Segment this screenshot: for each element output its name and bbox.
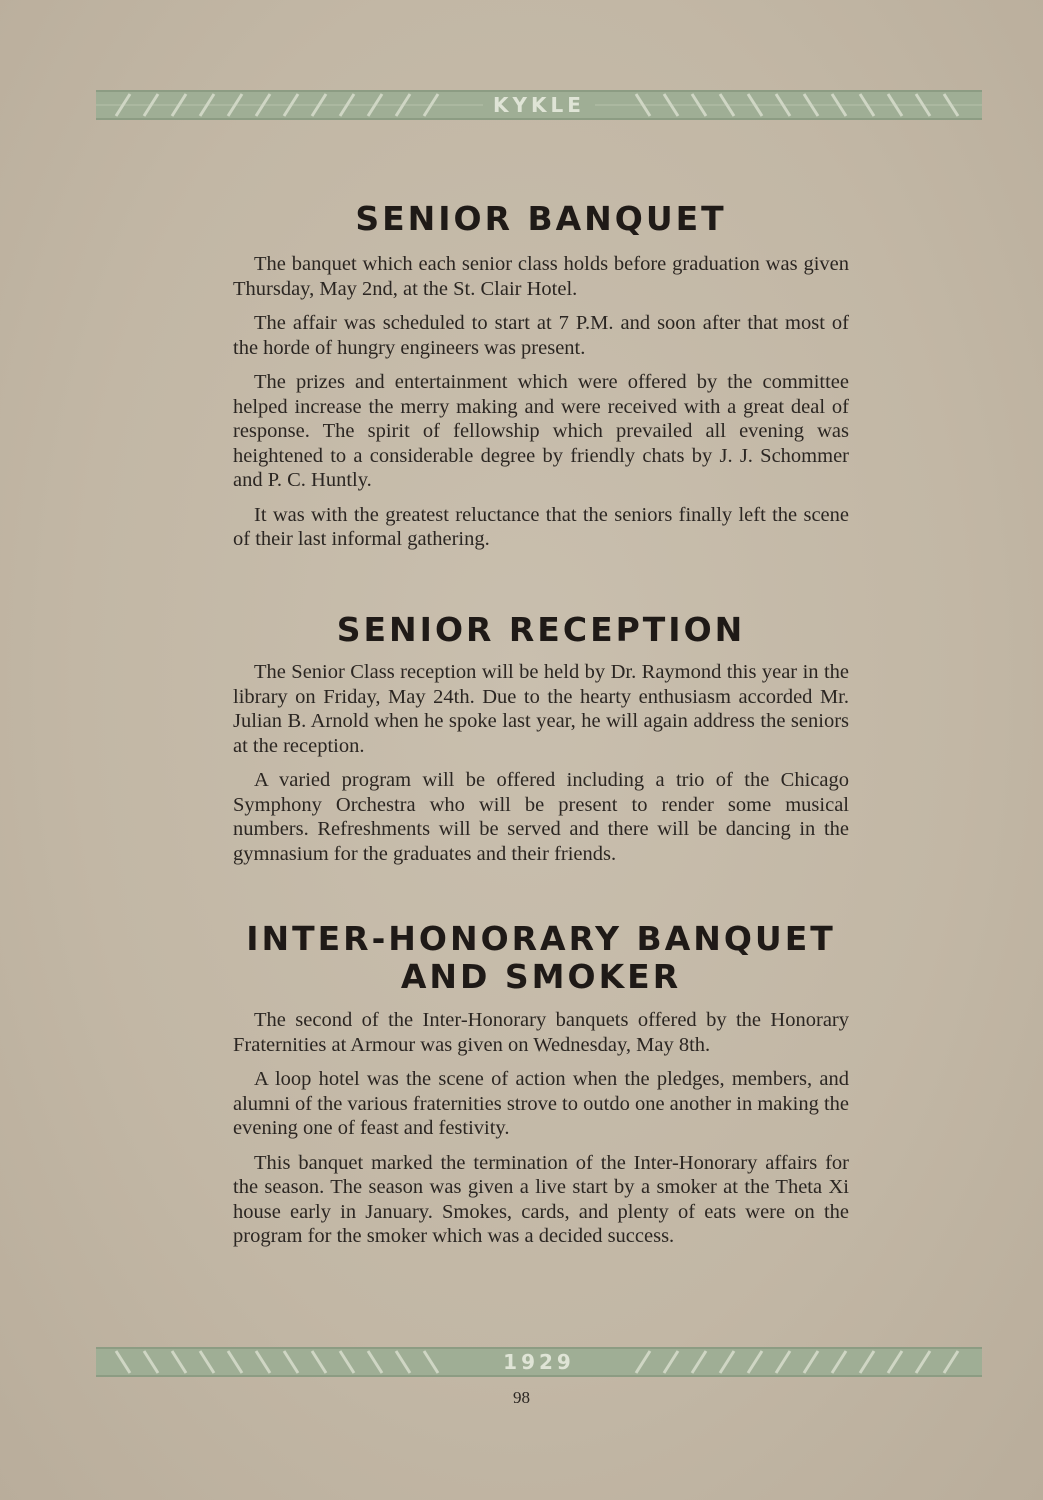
section-title: SENIOR RECEPTION bbox=[336, 610, 746, 649]
paragraph: This banquet marked the termination of the Inter-Honorary affairs for the season. The season was given a live start by a smoker at the Theta Xi house early in January. Smokes, cards, and plenty of eats were on the program for the smoker which was a decided success. bbox=[233, 1151, 849, 1247]
paragraph: A varied program will be offered including a trio of the Chicago Symphony Orchestra who will be present to render some musical numbers. Refreshments will be served and there will be dancing in the gymnasium for the graduates and their friends. bbox=[233, 769, 849, 865]
main-content bbox=[233, 199, 849, 1247]
section-title: INTER-HONORARY BANQUET AND SMOKER bbox=[246, 919, 836, 996]
paragraph: The Senior Class reception will be held by Dr. Raymond this year in the library on Friday, May 24th. Due to the hearty enthusiasm accorded Mr. Julian B. Arnold when he spoke last year, he will again address the seniors at the reception. bbox=[233, 661, 849, 757]
page-number: 98 bbox=[513, 1388, 530, 1407]
footer-decorative-band bbox=[96, 1347, 982, 1377]
paragraph: It was with the greatest reluctance that the seniors finally left the scene of their last informal gathering. bbox=[233, 503, 849, 550]
section-senior-reception bbox=[233, 611, 849, 876]
section-senior-banquet bbox=[233, 200, 849, 552]
section-title: SENIOR BANQUET bbox=[355, 199, 727, 238]
header-band-text: KYKLE bbox=[96, 92, 982, 118]
paragraph: The banquet which each senior class holds before graduation was given Thursday, May 2nd, at the St. Clair Hotel. bbox=[233, 253, 849, 300]
paragraph: The prizes and entertainment which were offered by the committee helped increase the merry making and were received with a great deal of response. The spirit of fellowship which prevailed all evening was heightened to a considerable degree by friendly chats by J. J. Schommer and P. C. Huntly. bbox=[233, 371, 849, 491]
paragraph: A loop hotel was the scene of action when the pledges, members, and alumni of the various fraternities strove to outdo one another in making the evening one of feast and festivity. bbox=[233, 1068, 849, 1139]
section-inter-honorary-banquet bbox=[233, 920, 849, 1259]
footer-band-text: 1929 bbox=[96, 1349, 982, 1375]
paragraph: The affair was scheduled to start at 7 P.M. and soon after that most of the horde of hungry engineers was present. bbox=[233, 312, 849, 359]
header-decorative-band bbox=[96, 90, 982, 120]
paragraph: The second of the Inter-Honorary banquets offered by the Honorary Fraternities at Armour was given on Wednesday, May 8th. bbox=[233, 1009, 849, 1056]
